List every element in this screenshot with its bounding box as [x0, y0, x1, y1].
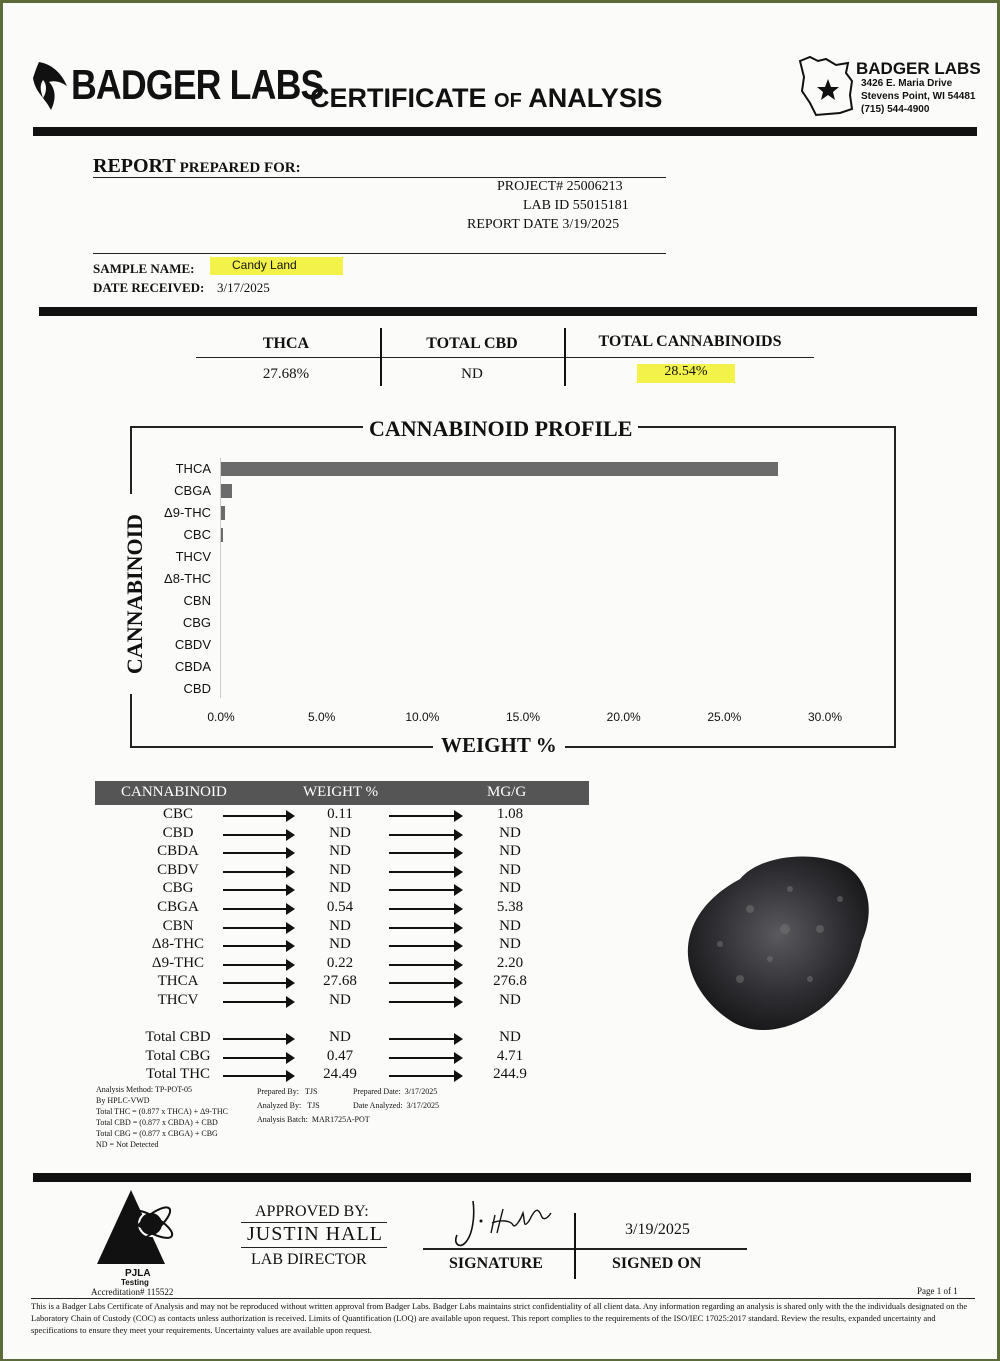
table-row — [95, 936, 589, 954]
col-mgg: MG/G — [487, 784, 527, 800]
page-number: Page 1 of 1 — [917, 1286, 958, 1296]
chart-category-label: CBG — [182, 615, 211, 630]
report-info-underline — [93, 253, 666, 254]
sample-name: Candy Land — [210, 257, 343, 275]
chart-category-label: CBN — [183, 593, 211, 608]
director-name: JUSTIN HALL — [247, 1223, 383, 1245]
total-row — [95, 1029, 589, 1047]
cell-mgg: ND — [499, 824, 521, 841]
cell-cannabinoid: CBC — [162, 806, 193, 822]
logo-text: BADGER LABS — [71, 61, 324, 108]
table-row — [95, 825, 589, 843]
cell-cannabinoid: CBG — [162, 880, 194, 897]
report-date: REPORT DATE 3/19/2025 — [467, 217, 620, 232]
method-notes — [96, 1084, 228, 1150]
cell-weight: 0.11 — [327, 806, 353, 822]
chart-bar — [221, 484, 232, 498]
cell-mgg: ND — [499, 992, 521, 1008]
arrow-right-icon — [389, 982, 461, 984]
lab-address2: Stevens Point, WI 54481 — [861, 91, 976, 102]
arrow-right-icon — [223, 1001, 293, 1003]
arrow-right-icon — [223, 1057, 293, 1059]
chart-category-label: THCA — [175, 461, 211, 476]
summary-header-line — [196, 357, 814, 358]
arrow-right-icon — [389, 964, 461, 966]
page-title: CERTIFICATE OF ANALYSIS — [310, 83, 663, 113]
nd-note: ND = Not Detected — [96, 1140, 159, 1149]
cell-weight: ND — [329, 936, 351, 953]
cell-mgg: 276.8 — [493, 973, 527, 990]
disclaimer-text: This is a Badger Labs Certificate of Analysis and may not be reproduced without written approval from Badger Labs. Badger Labs maintains strict confidentiality of all client data. Any information regarding an analysis is shared only with the the individuals designated on the Laboratory Chain of Custody (COC) as contacts unless authorization is received. Limits of Quantification (LOQ) are available upon request. This report complies to the requirements of the ISO/IEC 17025:2017 standard. Review the results, expanded uncertainty and specifications to ensure they meet your requirements. Uncertainty values are available upon request. — [31, 1301, 968, 1335]
cell-mgg: ND — [499, 880, 521, 897]
cell-mgg: ND — [499, 936, 521, 953]
signature-divider — [574, 1213, 576, 1279]
lab-address1: 3426 E. Maria Drive — [861, 78, 953, 89]
chart-title: CANNABINOID PROFILE — [363, 416, 638, 442]
table-row — [95, 843, 589, 861]
chart-category-label: CBD — [183, 681, 211, 696]
director-underline — [241, 1247, 387, 1248]
prep-notes: Prepared By: TJS Analyzed By: TJS Analysis Batch: MAR1725A-POT — [257, 1087, 370, 1124]
arrow-right-icon — [389, 1075, 461, 1077]
chart-xlabel: WEIGHT % — [433, 733, 565, 758]
chart-tick-label: 5.0% — [307, 710, 336, 724]
chart-bar — [221, 528, 223, 542]
chart-category-label: CBC — [183, 527, 211, 542]
cell-mgg: 2.20 — [496, 954, 524, 971]
chart-category-label: CBGA — [174, 483, 211, 498]
report-prepared-for: REPORT PREPARED FOR: — [93, 155, 301, 177]
cell-cannabinoid: Δ8-THC — [151, 936, 205, 953]
cell-weight: 0.47 — [326, 1047, 354, 1064]
arrow-right-icon — [389, 815, 461, 817]
table-row — [95, 862, 589, 880]
arrow-right-icon — [223, 852, 293, 854]
arrow-right-icon — [223, 908, 293, 910]
cell-mgg: 244.9 — [493, 1066, 527, 1083]
sample-photo — [680, 849, 880, 1044]
arrow-right-icon — [389, 834, 461, 836]
cell-mgg: ND — [499, 1029, 521, 1045]
table-row — [95, 806, 589, 824]
chart-bar — [221, 506, 225, 520]
cell-weight: 0.22 — [326, 954, 354, 971]
cell-cannabinoid: CBN — [162, 917, 194, 934]
arrow-right-icon — [389, 889, 461, 891]
arrow-right-icon — [389, 945, 461, 947]
sample-name-label: SAMPLE NAME: — [93, 261, 195, 276]
table-row — [95, 955, 589, 973]
chart-ylabel: CANNABINOID — [122, 494, 148, 694]
date-received: 3/17/2025 — [217, 280, 270, 295]
arrow-right-icon — [389, 852, 461, 854]
summary-cbd-value: ND — [461, 366, 483, 382]
disclaimer-line — [31, 1298, 975, 1299]
chart-tick-label: 25.0% — [707, 710, 742, 724]
signed-date: 3/19/2025 — [625, 1221, 690, 1238]
lab-id: LAB ID 55015181 — [523, 198, 629, 213]
cell-mgg: ND — [499, 861, 521, 878]
summary-thca-label: THCA — [262, 335, 310, 352]
table-row — [95, 973, 589, 991]
summary-total-value: 28.54% — [637, 364, 735, 383]
summary-cbd-label: TOTAL CBD — [426, 335, 518, 352]
cell-cannabinoid: Total CBD — [145, 1029, 211, 1045]
results-table-header — [95, 781, 589, 805]
date-notes: Prepared Date: 3/17/2025 Date Analyzed: 3/17/2025 — [353, 1087, 439, 1110]
chart-category-label: THCV — [175, 549, 211, 564]
director-title: LAB DIRECTOR — [251, 1251, 367, 1268]
cell-weight: ND — [329, 824, 351, 841]
arrow-right-icon — [389, 871, 461, 873]
total-row — [95, 1048, 589, 1066]
certificate-page — [3, 3, 997, 1359]
method-line: By HPLC-VWD — [96, 1096, 150, 1105]
project-number: PROJECT# 25006213 — [497, 179, 623, 194]
table-row — [95, 899, 589, 917]
cell-cannabinoid: Total CBG — [145, 1047, 211, 1064]
chart-tick-label: 20.0% — [606, 710, 641, 724]
cell-weight: ND — [329, 843, 351, 860]
footer-divider — [33, 1173, 971, 1182]
arrow-right-icon — [389, 1001, 461, 1003]
cell-mgg: 5.38 — [496, 899, 524, 915]
arrow-right-icon — [223, 889, 293, 891]
cell-weight: ND — [329, 992, 351, 1008]
chart-bar — [221, 462, 778, 476]
chart-tick-label: 10.0% — [405, 710, 440, 724]
summary-thca-value: 27.68% — [262, 366, 310, 382]
signature-line — [423, 1248, 747, 1250]
badger-logo-icon — [31, 58, 71, 118]
accreditation-number: Accreditation# 115522 — [91, 1287, 174, 1297]
wisconsin-map-icon — [796, 51, 858, 124]
cell-weight: ND — [329, 917, 351, 934]
summary-total-label: TOTAL CANNABINOIDS — [598, 333, 782, 350]
thc-formula: Total THC = (0.877 x THCA) + Δ9-THC — [96, 1107, 228, 1116]
arrow-right-icon — [223, 815, 293, 817]
chart-tick-label: 0.0% — [207, 710, 235, 724]
pjla-text: PJLA — [125, 1268, 151, 1279]
pjla-logo-icon — [95, 1188, 185, 1273]
lab-name: BADGER LABS — [856, 59, 981, 78]
chart-tick-label: 15.0% — [505, 710, 541, 724]
summary-vline2 — [564, 328, 566, 386]
arrow-right-icon — [389, 927, 461, 929]
arrow-right-icon — [223, 1075, 293, 1077]
arrow-right-icon — [223, 1038, 293, 1040]
cell-weight: ND — [329, 1029, 351, 1045]
arrow-right-icon — [223, 982, 293, 984]
lab-phone: (715) 544-4900 — [861, 104, 930, 115]
cell-weight: 27.68 — [323, 973, 357, 990]
total-row — [95, 1066, 589, 1084]
chart-category-label: CBDA — [174, 659, 211, 674]
cell-weight: ND — [329, 861, 351, 878]
cell-cannabinoid: Δ9-THC — [151, 954, 205, 971]
date-received-label: DATE RECEIVED: — [93, 280, 205, 295]
prepared-for-underline — [93, 177, 666, 178]
cell-weight: ND — [329, 880, 351, 897]
cbd-formula: Total CBD = (0.877 x CBDA) + CBD — [96, 1118, 218, 1127]
chart-category-label: CBDV — [174, 637, 211, 652]
signature-label: SIGNATURE — [449, 1255, 543, 1272]
arrow-right-icon — [389, 908, 461, 910]
cell-mgg: ND — [499, 843, 521, 860]
arrow-right-icon — [223, 945, 293, 947]
col-weight: WEIGHT % — [303, 784, 379, 800]
arrow-right-icon — [223, 871, 293, 873]
arrow-right-icon — [223, 964, 293, 966]
cell-weight: 24.49 — [323, 1066, 357, 1083]
table-row — [95, 880, 589, 898]
table-row — [95, 992, 589, 1010]
cell-cannabinoid: CBD — [162, 824, 194, 841]
cell-cannabinoid: CBGA — [157, 899, 199, 915]
chart-category-label: Δ9-THC — [164, 505, 211, 520]
cell-cannabinoid: CBDA — [157, 843, 199, 860]
table-row — [95, 918, 589, 936]
arrow-right-icon — [389, 1057, 461, 1059]
arrow-right-icon — [223, 927, 293, 929]
cell-cannabinoid: THCV — [157, 992, 199, 1008]
cell-cannabinoid: Total THC — [145, 1066, 211, 1083]
method-line: Analysis Method: TP-POT-05 — [96, 1085, 193, 1094]
arrow-right-icon — [223, 834, 293, 836]
chart-category-label: Δ8-THC — [164, 571, 211, 586]
chart-tick-label: 30.0% — [807, 710, 843, 724]
report-divider — [39, 307, 977, 316]
cell-cannabinoid: THCA — [157, 973, 199, 990]
cell-mgg: ND — [499, 917, 521, 934]
cell-mgg: 1.08 — [496, 806, 524, 822]
cell-mgg: 4.71 — [496, 1047, 524, 1064]
arrow-right-icon — [389, 1038, 461, 1040]
approved-by-label: APPROVED BY: — [255, 1203, 369, 1220]
cell-weight: 0.54 — [326, 899, 354, 915]
cbg-formula: Total CBG = (0.877 x CBGA) + CBG — [96, 1129, 218, 1138]
col-cannabinoid: CANNABINOID — [121, 784, 227, 800]
cell-cannabinoid: CBDV — [157, 861, 199, 878]
signed-on-label: SIGNED ON — [612, 1255, 702, 1272]
header-divider — [33, 127, 977, 136]
pjla-testing: Testing — [121, 1278, 149, 1287]
